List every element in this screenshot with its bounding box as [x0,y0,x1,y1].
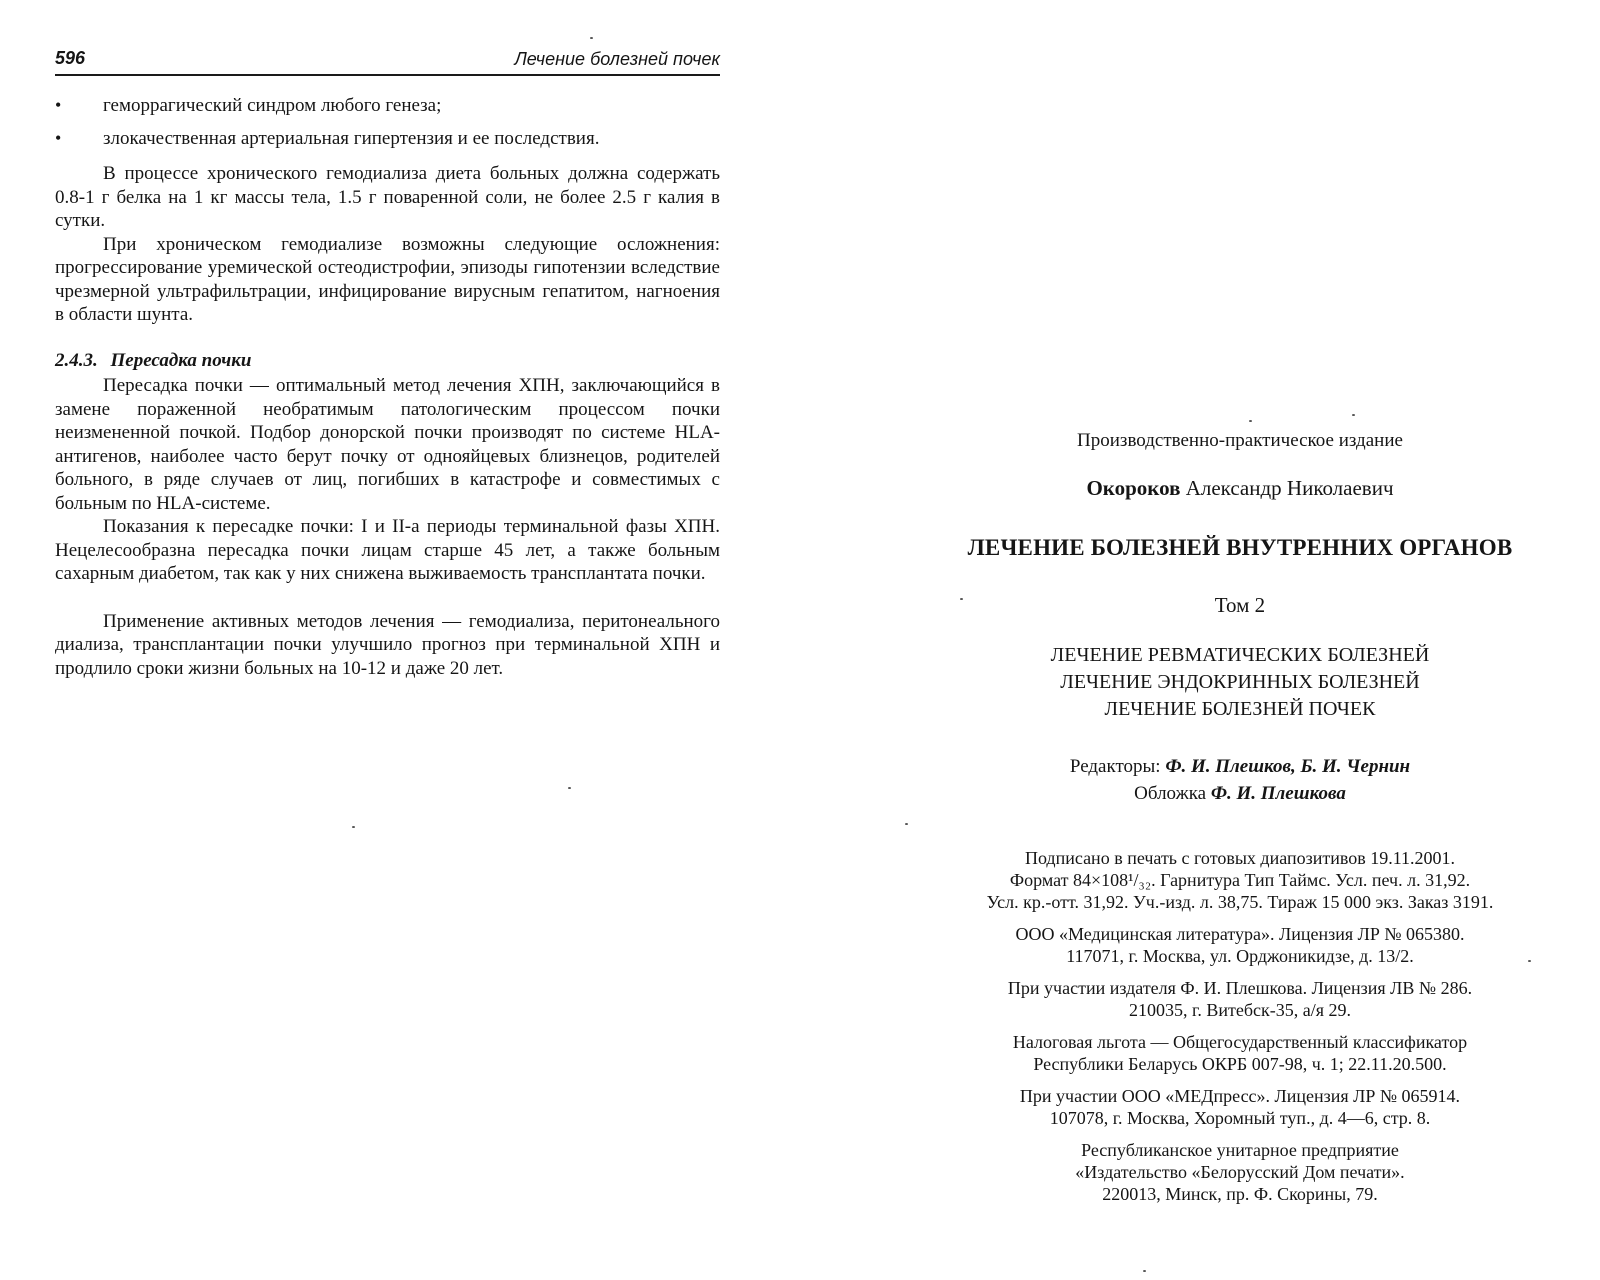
running-title: Лечение болезней почек [514,49,720,69]
paragraph-transplant-method: Пересадка почки — оптимальный метод лечения ХПН, заключающийся в замене пораженной необратимым патологическим процессом почки неизмененной почкой. Подбор донорской почки производят по системе HLA-антигенов, наиболее часто берут почку от однояйцевых близнецов, родителей больного, в ряде случаев от лиц, погибших в катастрофе и совместимых с больным по HLA-системе. [55,375,720,514]
scan-speck [1528,960,1531,962]
list-item-text: злокачественная артериальная гипертензия и ее последствия. [103,127,600,149]
scan-speck [352,826,355,828]
list-item: ЛЕЧЕНИЕ РЕВМАТИЧЕСКИХ БОЛЕЗНЕЙ [1050,644,1430,666]
author-given-names: Александр Николаевич [1185,476,1394,500]
imprint-details [930,847,1550,1205]
imprint-printer [930,1139,1550,1205]
editors-block [930,753,1550,807]
scan-speck [590,37,593,39]
scan-speck [1143,1270,1146,1272]
imprint-page [930,430,1550,1215]
imprint-line: Республиканское унитарное предприятие [1081,1140,1399,1160]
volume-number: Том 2 [1214,593,1266,617]
running-header [55,44,720,76]
scan-speck [905,823,908,825]
section-heading [55,349,720,373]
imprint-line: 117071, г. Москва, ул. Орджоникидзе, д. 13/2. [1066,946,1414,966]
edition-type: Производственно-практическое издание [1077,430,1403,451]
imprint-line: Подписано в печать с готовых диапозитивов 19.11.2001. [1024,848,1456,868]
imprint-co-publisher [930,977,1550,1021]
author-surname: Окороков [1086,476,1181,500]
scan-speck [1352,414,1355,416]
paragraph-conclusion: Применение активных методов лечения — гемодиализа, перитонеального диализа, трансплантации почки улучшило прогноз при терминальной ХПН и продлило сроки жизни больных на 10-12 и даже 20 лет. [55,610,720,679]
section-number: 2.4.3. [55,349,98,371]
book-title: ЛЕЧЕНИЕ БОЛЕЗНЕЙ ВНУТРЕННИХ ОРГАНОВ [967,535,1513,560]
bullet-icon: • [55,95,62,115]
imprint-line: ООО «Медицинская литература». Лицензия ЛР № 065380. [1015,924,1465,944]
imprint-line: При участии издателя Ф. И. Плешкова. Лицензия ЛВ № 286. [1007,978,1473,998]
list-item-text: геморрагический синдром любого генеза; [103,95,442,116]
list-item: ЛЕЧЕНИЕ ЭНДОКРИННЫХ БОЛЕЗНЕЙ [1060,671,1420,693]
list-item [55,127,720,151]
bullet-list [55,94,720,150]
imprint-line: Усл. кр.-отт. 31,92. Уч.-изд. л. 38,75. Тираж 15 000 экз. Заказ 3191. [986,892,1494,912]
list-item: ЛЕЧЕНИЕ БОЛЕЗНЕЙ ПОЧЕК [1104,698,1376,720]
imprint-line: 210035, г. Витебск-35, а/я 29. [1128,1000,1351,1020]
paragraph-diet: В процессе хронического гемодиализа диета больных должна содержать 0.8-1 г белка на 1 кг массы тела, 1.5 г поваренной соли, не более 2.5 г калия в сутки. [55,163,720,231]
imprint-line: 107078, г. Москва, Хоромный туп., д. 4—6, стр. 8. [1049,1108,1431,1128]
scan-speck [1249,420,1252,422]
imprint-line: Формат 84×108¹/₃₂. Гарнитура Тип Таймс. Усл. печ. л. 31,92. [1009,870,1471,890]
imprint-line: При участии ООО «МЕДпресс». Лицензия ЛР № 065914. [1019,1086,1461,1106]
imprint-partner [930,1085,1550,1129]
imprint-print-specs [930,847,1550,913]
body-text [55,94,720,680]
imprint-publisher [930,923,1550,967]
cover-label: Обложка [1134,783,1207,804]
imprint-line: Республики Беларусь ОКРБ 007-98, ч. 1; 22.11.20.500. [1033,1054,1447,1074]
left-page [55,44,720,680]
paragraph-complications: При хроническом гемодиализе возможны следующие осложнения: прогрессирование уремической остеодистрофии, эпизоды гипотензии вследствие чрезмерной ультрафильтрации, инфицирование вирусным гепатитом, нагноения в области шунта. [55,233,720,325]
page-number: 596 [55,48,86,68]
cover-names: Ф. И. Плешкова [1210,783,1346,804]
section-title: Пересадка почки [110,349,252,371]
bullet-icon: • [55,127,62,148]
author-line [930,476,1550,501]
imprint-line: Налоговая льгота — Общегосударственный классификатор [1012,1032,1468,1052]
list-item [55,94,720,118]
editors-label: Редакторы: [1069,756,1161,777]
paragraph-transplant-indications: Показания к пересадке почки: I и II-а периоды терминальной фазы ХПН. Нецелесообразна пересадка почки лицам старше 45 лет, а также больным сахарным диабетом, так как у них снижена выживаемость трансплантата почки. [55,516,720,584]
volume-parts-list [930,642,1550,723]
scan-speck [568,787,571,789]
editors-line [930,753,1550,780]
editors-names: Ф. И. Плешков, Б. И. Чернин [1165,756,1411,777]
imprint-line: 220013, Минск, пр. Ф. Скорины, 79. [1102,1184,1378,1204]
imprint-tax-note [930,1031,1550,1075]
scan-speck [960,598,963,600]
imprint-line: «Издательство «Белорусский Дом печати». [1075,1162,1405,1182]
cover-line [930,780,1550,807]
